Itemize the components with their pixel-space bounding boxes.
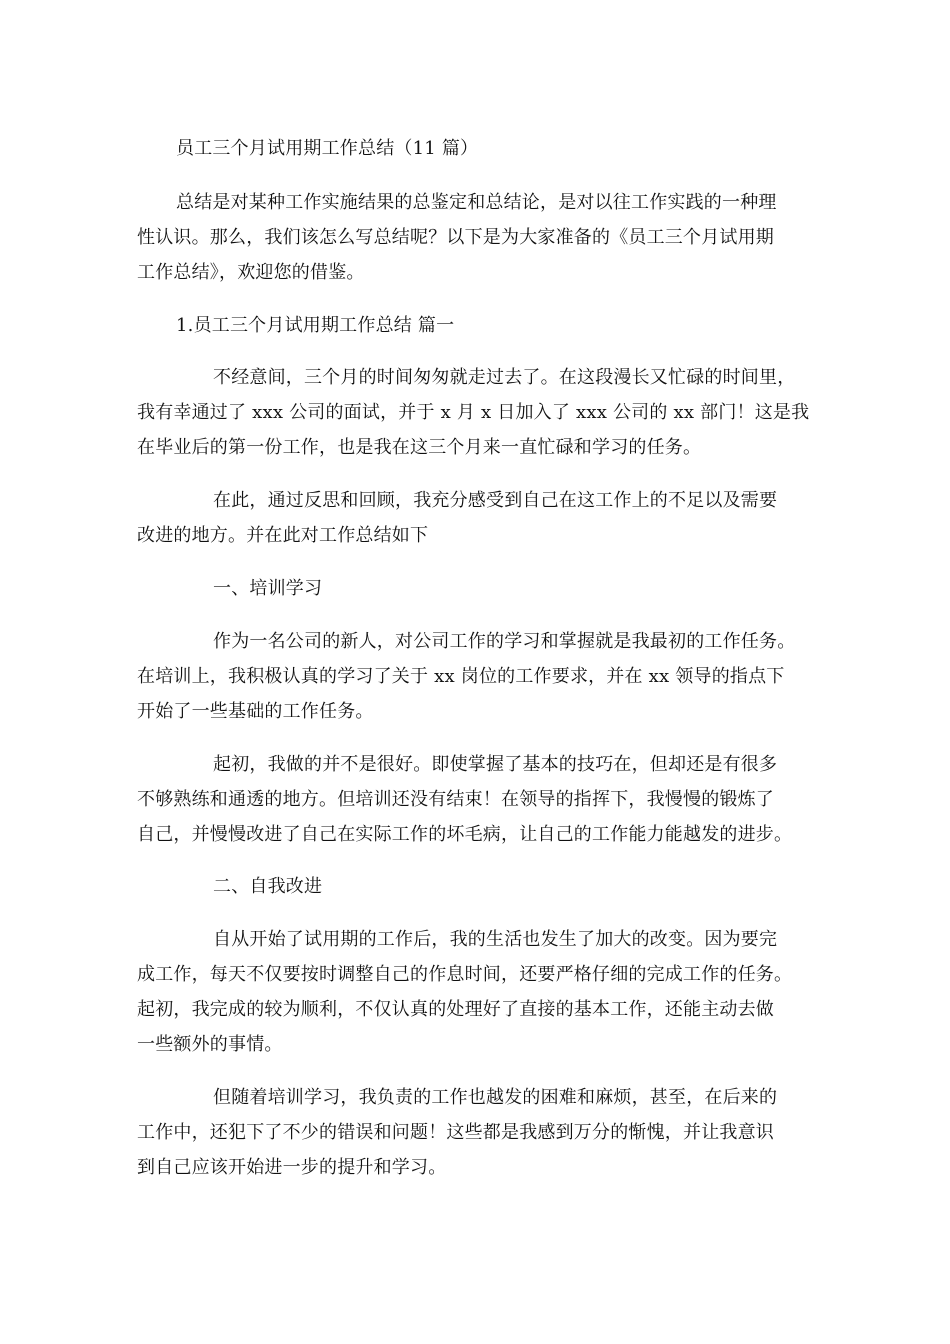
para5-line-1: 自从开始了试用期的工作后，我的生活也发生了加大的改变。因为要完	[213, 929, 778, 950]
intro-line-2: 性认识。那么，我们该怎么写总结呢？以下是为大家准备的《员工三个月试用期	[137, 227, 774, 248]
intro-line-1: 总结是对某种工作实施结果的总鉴定和总结论，是对以往工作实践的一种理	[176, 192, 777, 213]
heading-self-improvement: 二、自我改进	[213, 876, 323, 897]
para4-line-3: 自己，并慢慢改进了自己在实际工作的坏毛病，让自己的工作能力能越发的进步。	[137, 824, 793, 845]
para1-line-2: 我有幸通过了 xxx 公司的面试，并于 x 月 x 日加入了 xxx 公司的 xx 部门！这是我	[137, 402, 810, 423]
para6-line-1: 但随着培训学习，我负责的工作也越发的困难和麻烦，甚至，在后来的	[213, 1087, 778, 1108]
para6-line-3: 到自己应该开始进一步的提升和学习。	[137, 1157, 447, 1178]
para6-line-2: 工作中，还犯下了不少的错误和问题！这些都是我感到万分的惭愧，并让我意识	[137, 1122, 774, 1143]
document-title: 员工三个月试用期工作总结（11 篇）	[176, 138, 479, 159]
para5-line-2: 成工作，每天不仅要按时调整自己的作息时间，还要严格仔细的完成工作的任务。	[137, 964, 793, 985]
para1-line-3: 在毕业后的第一份工作，也是我在这三个月来一直忙碌和学习的任务。	[137, 437, 702, 458]
heading-training: 一、培训学习	[213, 578, 323, 599]
para4-line-2: 不够熟练和通透的地方。但培训还没有结束！在领导的指挥下，我慢慢的锻炼了	[137, 789, 774, 810]
para3-line-2: 在培训上，我积极认真的学习了关于 xx 岗位的工作要求，并在 xx 领导的指点下	[137, 666, 785, 687]
para2-line-1: 在此，通过反思和回顾，我充分感受到自己在这工作上的不足以及需要	[213, 490, 778, 511]
para5-line-4: 一些额外的事情。	[137, 1034, 283, 1055]
para2-line-2: 改进的地方。并在此对工作总结如下	[137, 525, 429, 546]
para1-line-1: 不经意间，三个月的时间匆匆就走过去了。在这段漫长又忙碌的时间里，	[213, 367, 796, 388]
para3-line-3: 开始了一些基础的工作任务。	[137, 701, 374, 722]
para5-line-3: 起初，我完成的较为顺利，不仅认真的处理好了直接的基本工作，还能主动去做	[137, 999, 774, 1020]
para4-line-1: 起初，我做的并不是很好。即使掌握了基本的技巧在，但却还是有很多	[213, 754, 778, 775]
section-heading: 1.员工三个月试用期工作总结 篇一	[176, 315, 455, 336]
intro-line-3: 工作总结》，欢迎您的借鉴。	[137, 262, 365, 283]
para3-line-1: 作为一名公司的新人，对公司工作的学习和掌握就是我最初的工作任务。	[213, 631, 796, 652]
